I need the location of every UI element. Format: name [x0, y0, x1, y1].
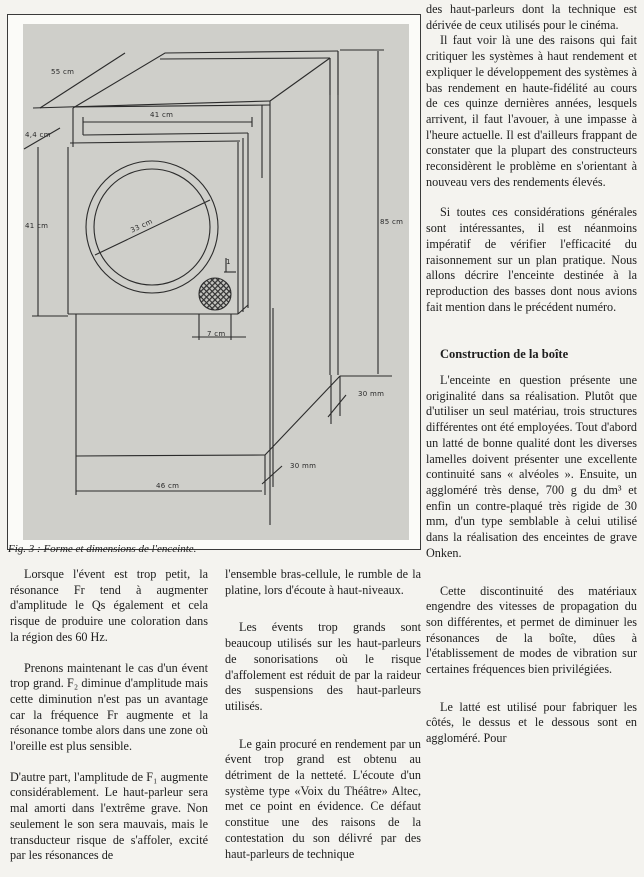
dim-depth: 55 cm: [51, 68, 75, 76]
dim-base-width: 46 cm: [156, 482, 180, 490]
paragraph: D'autre part, l'amplitude de F₁ augmente considérablement. Le haut-parleur sera mal amorti dans l'extrême grave. Non seulement le son sera mauvais, mais le transducteur risque de s'affoler, excité par les résonances de: [10, 769, 208, 863]
dim-front-width: 41 cm: [150, 111, 174, 119]
dim-vent-offset: 1: [226, 258, 231, 266]
paragraph: L'enceinte en question présente une originalité dans sa réalisation. Plutôt que d'utiliser un seul matériau, trois structures différentes ont été employées. Tout d'abord un latté de bonne qualité dont les diverses lamelles doivent présenter une excellente continuité sans « alvéoles ». Ensuite, un aggloméré très dense, 700 g du dm³ et enfin un contre-plaqué très rigide de 30 mm, d'un type semblable à celui utilisé dans la réalisation des enceintes de grave Onken.: [426, 373, 637, 560]
text-column-1: [10, 567, 208, 864]
section-heading: Construction de la boîte: [440, 347, 569, 362]
dim-panel-thickness-bottom: 30 mm: [290, 462, 317, 470]
paragraph: Si toutes ces considérations générales sont intéressantes, il est néanmoins impératif de vérifier l'efficacité du raisonnement sur un plan pratique. Nous allons décrire l'enceinte destinée à la reproduction des basses dont nous avions fait mention dans le précédent numéro.: [426, 205, 637, 314]
dim-driver-diameter: 33 cm: [129, 217, 154, 235]
paragraph: Les évents trop grands sont beaucoup utilisés sur les haut-parleurs de sonorisations où le risque d'affolement est réduit de par la raideur des suspensions des haut-parleurs utilisés.: [225, 620, 421, 713]
dim-total-height: 85 cm: [380, 218, 404, 226]
paragraph: Prenons maintenant le cas d'un évent trop grand. F₂ diminue d'amplitude mais cette diminution n'est pas un avantage car la fréquence Fr augmente et la résonance tombe alors dans une zone où l'oreille est plus sensible.: [10, 660, 208, 754]
dim-front-height: 41 cm: [25, 222, 49, 230]
paragraph: l'ensemble bras-cellule, le rumble de la platine, lors d'écoute à haut-niveaux.: [225, 567, 421, 597]
paragraph: Le gain procuré en rendement par un évent trop grand est obtenu au détriment de la netteté. L'écoute d'un système type «Voix du Théâtre» Altec, met ce point en évidence. Ce défaut constitue une des raisons de la contestation du son délivré par des haut-parleurs de technique: [225, 736, 421, 861]
dim-baffle-thickness: 4,4 cm: [25, 131, 51, 139]
paragraph: Lorsque l'évent est trop petit, la résonance Fr tend à augmenter d'amplitude le Qs également et cela risque de produire une coloration dans la région des 60 Hz.: [10, 567, 208, 644]
paragraph: des haut-parleurs dont la technique est dérivée de ceux utilisés pour le cinéma.: [426, 2, 637, 32]
text-column-2: [225, 567, 421, 862]
paragraph: Le latté est utilisé pour fabriquer les côtés, le dessus et le dessous sont en aggloméré. Pour: [426, 699, 637, 746]
figure-caption: Fig. 3 : Forme et dimensions de l'enceinte.: [8, 543, 197, 555]
dim-vent-diameter: 7 cm: [207, 330, 226, 338]
depth-dim-line: [40, 53, 125, 108]
paragraph: Il faut voir là une des raisons qui fait critiquer les systèmes à haut rendement et expliquer le développement des systèmes à bas rendement en haute-fidélité au cours de ces quinze dernières années, lesquels arrivent, il faut l'avouer, à une impasse à l'heure actuelle. Il est d'ailleurs frappant de constater que la plupart des constructeurs reconsidèrent le problème en s'orientant à nouveau vers des rendements élevés.: [426, 33, 637, 189]
dim-panel-thickness-right: 30 mm: [358, 390, 385, 398]
paragraph: Cette discontinuité des matériaux engendre des vitesses de propagation du son différentes, et permet de diminuer les résonances de la boîte, dûes à l'établissement de modes de vibration sur certaines fréquences bien privilégiées.: [426, 583, 637, 677]
text-column-3: [426, 2, 637, 747]
